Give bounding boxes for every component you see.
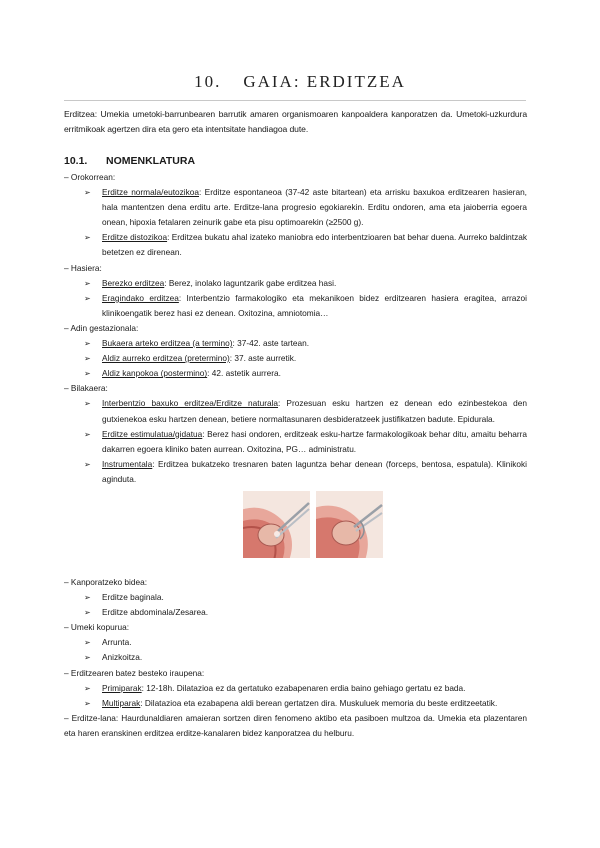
list-item	[64, 351, 527, 366]
section-heading	[64, 155, 195, 167]
bullet-arrow-icon: ➢	[84, 233, 91, 243]
page-title	[0, 72, 600, 92]
def-instrumentala: : Erditzea bukatzeko tresnaren baten laguntza behar denean (forceps, bentosa, espatula). Klinikoki aginduta.	[102, 458, 527, 484]
term-instrumentala: Instrumentala	[102, 458, 153, 469]
bullet-arrow-icon: ➢	[84, 399, 91, 409]
list-item	[64, 590, 527, 605]
term-bukaera: Bukaera arteko erditzea (a termino)	[102, 338, 233, 349]
item-zesarea: Erditze abdominala/Zesarea.	[102, 607, 209, 618]
list-item	[64, 457, 527, 487]
bullet-arrow-icon: ➢	[84, 698, 91, 708]
term-primiparak: Primiparak	[102, 682, 142, 693]
list-item	[64, 230, 527, 260]
item-anizkoitza: Anizkoitza.	[102, 652, 143, 663]
list-item	[64, 291, 527, 321]
illustration-row	[64, 487, 527, 575]
category-umeki-kopurua: – Umeki kopurua:	[64, 622, 130, 633]
bullet-arrow-icon: ➢	[84, 369, 91, 379]
bullet-arrow-icon: ➢	[84, 653, 91, 663]
term-eragindako: Eragindako erditzea	[102, 292, 179, 303]
bullet-arrow-icon: ➢	[84, 293, 91, 303]
list-item	[64, 366, 527, 381]
def-eragindako: : Interbentzio farmakologiko eta mekanikoen bidez erditzearen hasiera eragitea, arrazoi klinikoengatik berez hasi ez denean. Oxitozina, amniotomia…	[102, 292, 527, 318]
category-kanporatze-bidea: – Kanporatzeko bidea:	[64, 576, 148, 587]
term-distoziko: Erditze distozikoa	[102, 232, 168, 243]
def-aurreko: : 37. aste aurretik.	[229, 353, 297, 364]
def-primiparak: : 12-18h. Dilatazioa ez da gertatuko ezabapenaren erdia baino gehiago gertatu ez bada.	[141, 682, 466, 693]
def-multiparak: : Dilatazioa eta ezabapena aldi berean gertatzen dira. Muskuluek memoria du beste erditzeetatik.	[140, 697, 498, 708]
bullet-arrow-icon: ➢	[84, 278, 91, 288]
list-item	[64, 396, 527, 426]
section-number: 10.1.	[64, 155, 88, 167]
list-item	[64, 681, 527, 696]
def-distoziko: : Erditzea bukatu ahal izateko maniobra edo interbentzioaren bat behar duena. Aurreko baldintzak betetzen ez direnean.	[102, 232, 527, 258]
item-baginala: Erditze baginala.	[102, 592, 164, 603]
vacuum-illustration	[316, 491, 383, 558]
term-aurreko: Aldiz aurreko erditzea (pretermino)	[102, 353, 230, 364]
category-iraupena: – Erditzearen batez besteko iraupena:	[64, 667, 205, 678]
bullet-arrow-icon: ➢	[84, 188, 91, 198]
bullet-arrow-icon: ➢	[84, 354, 91, 364]
list-item	[64, 336, 527, 351]
list-item	[64, 650, 527, 665]
bullet-arrow-icon: ➢	[84, 683, 91, 693]
bullet-arrow-icon: ➢	[84, 459, 91, 469]
bullet-arrow-icon: ➢	[84, 638, 91, 648]
def-estimulatua: : Berez hasi ondoren, erditzeak esku-hartze farmakologikoak behar ditu, amaitu beharra dakarren egoera kliniko baten aurrean. Oxitozina, PG… administratu.	[102, 428, 527, 454]
title-text: GAIA: ERDITZEA	[243, 72, 406, 91]
bullet-arrow-icon: ➢	[84, 429, 91, 439]
forceps-illustration	[243, 491, 310, 558]
intro-paragraph: Erditzea: Umekia umetoki-barrunbearen barrutik amaren organismoaren kanpoaldera kanporatzen da. Umetoki-uzkurdura erritmikoak agertzen dira eta gero eta intentsitate handiagoa dute.	[64, 109, 527, 134]
term-multiparak: Multiparak	[102, 697, 141, 708]
bullet-arrow-icon: ➢	[84, 608, 91, 618]
term-berezko: Berezko erditzea	[102, 277, 165, 288]
def-kanpoko: : 42. astetik aurrera.	[207, 368, 281, 379]
section-title: NOMENKLATURA	[106, 155, 196, 167]
def-naturala: : Prozesuan esku hartzen ez denean edo ezinbestekoa den gutxienekoa esku hartzen denean, betiere normaltasunaren desbideratzeek justifikatzen badute. Epidurala.	[102, 398, 528, 424]
category-bilakaera: – Bilakaera:	[64, 383, 108, 394]
bullet-arrow-icon: ➢	[84, 593, 91, 603]
item-arrunta: Arrunta.	[102, 637, 132, 648]
list-item	[64, 696, 527, 711]
title-rule	[64, 100, 526, 101]
list-item	[64, 635, 527, 650]
list-item	[64, 427, 527, 457]
list-item	[64, 605, 527, 620]
category-orokorrean: – Orokorrean:	[64, 172, 116, 182]
category-adin-gestazionala: – Adin gestazionala:	[64, 322, 139, 333]
list-item	[64, 185, 527, 230]
list-item	[64, 276, 527, 291]
def-normal: : Erditze espontaneoa (37-42 aste bitartean) eta arrisku baxukoa erditzearen hasieran, hala mantentzen dena erditu arte. Erditze-lana progresio egokiarekin. Erditu ondoren, ama eta jaioberria egoera onean, hipoxia fetalaren zeinurik gabe eta pisu optimoarekin (≥2500 g).	[102, 187, 527, 228]
category-hasiera: – Hasiera:	[64, 262, 102, 273]
term-naturala: Interbentzio baxuko erditzea/Erditze naturala	[102, 398, 279, 409]
term-estimulatua: Erditze estimulatua/gidatua	[102, 428, 203, 439]
erditze-lana-paragraph: – Erditze-lana: Haurdunaldiaren amaieran sortzen diren fenomeno aktibo eta pasiboen multzoa da. Umekia eta plazentaren eta haren eranskinen erditzea erditze-kanalaren bidez kanporatzea du helburu.	[64, 712, 527, 738]
nomenclature-body	[64, 170, 527, 741]
def-bukaera: : 37-42. aste tartean.	[232, 338, 310, 349]
bullet-arrow-icon: ➢	[84, 339, 91, 349]
def-berezko: : Berez, inolako laguntzarik gabe erditzea hasi.	[164, 277, 337, 288]
term-kanpoko: Aldiz kanpokoa (postermino)	[102, 368, 208, 379]
title-number: 10.	[194, 72, 222, 91]
term-normal: Erditze normala/eutozikoa	[102, 187, 199, 198]
